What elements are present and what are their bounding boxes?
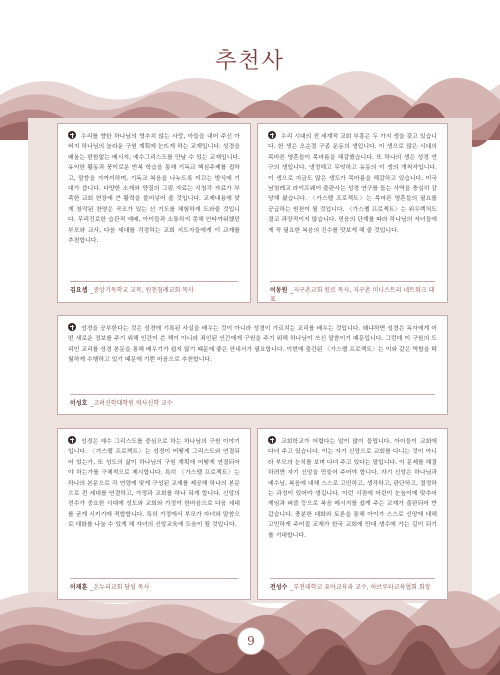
signature (270, 281, 435, 303)
signature (70, 281, 238, 294)
recommendation-card-1 (57, 123, 251, 303)
cross-icon (68, 131, 76, 139)
cross-icon (68, 323, 76, 331)
author-affiliation: _고려신학대학원 역사신학 교수 (90, 400, 173, 407)
author-name: 이성호 (70, 400, 88, 407)
recommendation-text (268, 436, 437, 541)
recommendation-body: 성경은 예수 그리스도를 중심으로 하는 하나님의 구원 이야기입니다. 〈가스펠 프로젝트〉는 성경이 어떻게 그리스도와 연결되어 있는가, 또 성도의 삶이 하나님의 구원 계획에 어떻게 연결되어야 하는가를 구체적으로 제시합니다. 특히 〈가스펠 프로젝트〉는 하나의 본문으로 각 연령에 맞게 구성된 교재를 제공해 하나의 본문으로 전 세대를 연결하고, 가정과 교회를 하나 되게 합니다. 신앙의 전수가 중요한 시대에 성도와 교회와 가정이 한마음으로 다음 세대를 굳게 시키기에 적합합니다. 특히 가정에서 부모가 자녀와 말씀으로 대화를 나눌 수 있게 해 자녀의 신앙교육에 도움이 될 것입니다. (68, 439, 240, 529)
cross-icon (268, 436, 276, 444)
author-name: 이재훈 (70, 584, 88, 591)
author-affiliation: _온누리교회 담임 목사 (90, 584, 150, 591)
recommendation-body: 성경을 공부한다는 것은 성경에 기록된 사실을 배우는 것이 아니라 성경이 가르치는 교리를 배우는 것입니다. 왜냐하면 성경은 독자에게 어떤 새로운 정보를 주기 위해 인간이 쓴 책이 아니라 죄인된 인간에게 구원을 주기 위해 하나님이 쓰신 말씀이기 때문입니다. 그런데 이 구원의 도리인 교리를 성경 본문을 통해 배우기가 쉽지 않기 때문에 좋은 안내서가 필요합니다. 이번에 출간된 〈가스펠 프로젝트〉는 이와 같은 역할을 탁월하게 수행하고 있기 때문에 기쁜 마음으로 추천합니다. (68, 326, 437, 364)
page-number: 9 (237, 627, 265, 655)
author-affiliation: _중앙기독학교 교목, 원천침례교회 목사 (90, 287, 194, 294)
author-affiliation: _지구촌교회 원로 목사, 지구촌 미니스트리 네트워크 대표 (270, 287, 435, 303)
signature (70, 394, 435, 407)
signature (270, 578, 435, 591)
signature (70, 578, 238, 591)
author-affiliation: _부천대학교 유아교육과 교수, 하브루타교육협회 회장 (290, 584, 431, 591)
recommendation-text (68, 436, 240, 531)
recommendation-card-4 (57, 428, 251, 600)
cross-icon (268, 131, 276, 139)
recommendation-body: 우리 시대의 전 세계적 교회 부흥은 두 가지 생을 갖고 있습니다. 한 생은 오순절 구종 운동의 생입니다. 이 생으로 많은 시대의 목마른 영혼들이 목마름을 해갈했습니다. 또 하나의 생은 성경 연구의 생입니다. 냉정해고 무엇하고 유동의 이 생의 개척자입니다. 이 생으로 지금도 많은 생도가 목마름을 해갈하고 있습니다. 미국 남침례교 라이프웨이 출판사는 성경 연구를 돕는 사역을 충실히 감당해 왔습니다. 〈가스펠 프로젝트〉는 목마른 영혼들의 필요를 공급하는 원천이 될 것입니다. 〈가스펠 프로젝트〉는 위우렉처도 결코 과장적이지 않습니다. 믿음의 단계를 따라 하나님의 자녀들에게 꼭 필요한 복음의 진수를 맛보게 해 줄 것입니다. (268, 134, 437, 234)
recommendation-body: 교회학교가 어렵다는 말이 많이 들립니다. 아이들이 교회에 다녀 주고 있습니다. 이는 자기 신앙으로 교회를 다니는 것이 아니라 부모의 눈치를 보며 다녀 주고 있다는 말입니다. 이 문제를 해결하려면 자기 신앙을 만들어 주어야 합니다. 자기 신앙은 하나님과 예수님, 복음에 대해 스스로 고민하고, 생각하고, 판단하고, 결정하는 과정이 있어야 생깁니다. 이런 시점에 어린이 눈높이에 맞추어 게임과 퍼즐 등으로 복음 메시지를 쉽게 주는 교재가 출판되어 반갑습니다. 충분한 대화와 토론을 통해 아이가 스스로 신앙에 대해 고민하게 주어질 교재가 한국 교회에 만대 생수에 가는 길이 되기를 기대합니다. (268, 439, 437, 539)
recommendation-card-3 (57, 315, 448, 415)
recommendation-card-2 (257, 123, 448, 303)
recommendation-card-5 (257, 428, 448, 600)
cross-icon (68, 436, 76, 444)
recommendation-body: 우리를 향한 하나님의 영추치 않는 사랑, 아들을 내어 주신 아버지 하나님의 놀라운 구원 계획에 눈뜨게 하는 교재입니다. 성경을 배움는 편함없는 메시지, 예수그리스도를 만날 수 있는 교재입니다. 유익한 활동과 풍이로운 반복 학습을 통해 기독교 핵심주제를 접하고, 말씀을 가까이하며, 기독교 복음을 나누도록 이끄는 방식에 기대가 큽니다. 다양한 소재와 양질의 그림 자료는 시청각 자료가 부족한 교회 현장에 큰 활력을 불어넣어 줄 것입니다. 교제내용에 맞게 창작된 찬양은 곡조가 있는 신 기도를 체험하게 도와줄 것입니다. 무리진로한 습관적 예배, 아이들과 소통하지 못해 안타까워했던 부모와 교사, 다음 세대를 걱정하는 교회 지도자들에게 이 교재를 추천합니다. (68, 134, 240, 245)
recommendation-text (268, 131, 437, 236)
page-title: 추천사 (215, 49, 285, 74)
author-name: 김요셉 (70, 287, 88, 294)
author-name: 전성수 (270, 584, 288, 591)
recommendation-text (68, 131, 240, 246)
author-name: 이동원 (270, 287, 288, 294)
recommendation-text (68, 323, 437, 366)
